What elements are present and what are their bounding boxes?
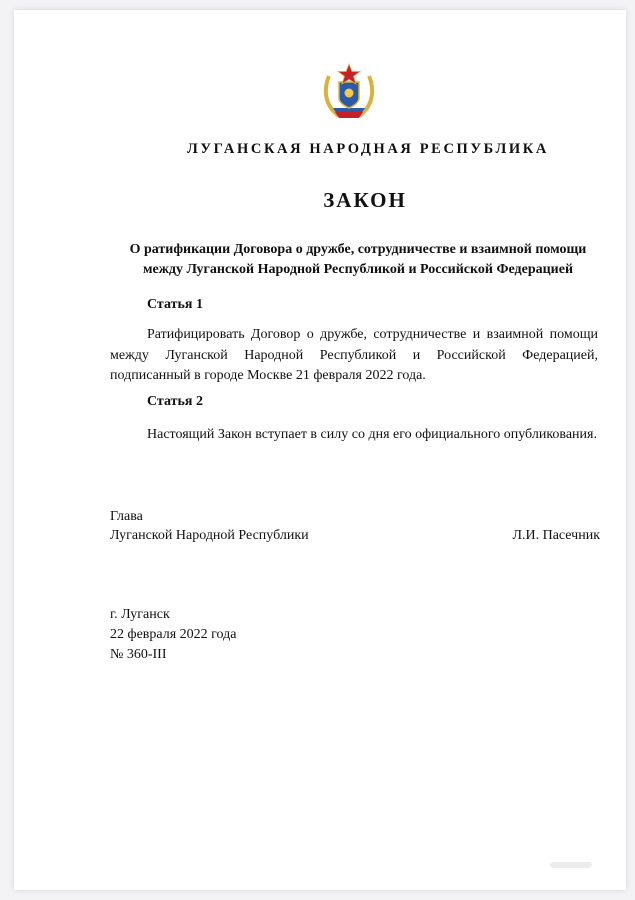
document-type-title: ЗАКОН <box>323 188 407 212</box>
article-2-text: Настоящий Закон вступает в силу со дня его официального опубликования. <box>147 427 597 442</box>
signature-position-line-2: Луганской Народной Республики <box>110 528 309 543</box>
place-date-number <box>110 605 237 665</box>
signer-name: Л.И. Пасечник <box>512 528 600 543</box>
city: г. Луганск <box>110 607 170 622</box>
coat-of-arms-icon <box>319 60 379 124</box>
document-number: № 360-III <box>110 647 167 662</box>
subject-line-2: между Луганской Народной Республикой и Российской Федерацией <box>142 262 574 277</box>
article-1-text: Ратифицировать Договор о дружбе, сотрудничестве и взаимной помощи между Луганской Народной Республикой и Российской Федерацией, подписанный в городе Москве 21 февраля 2022 года. <box>110 327 598 383</box>
signature-position-line-1: Глава <box>110 509 143 524</box>
subject-line-1: О ратификации Договора о дружбе, сотрудничестве и взаимной помощи <box>129 242 587 257</box>
article-1-title: Статья 1 <box>147 297 203 312</box>
signature-position <box>110 507 309 545</box>
date: 22 февраля 2022 года <box>110 627 237 642</box>
scan-smudge <box>550 862 592 868</box>
law-subject <box>108 240 608 280</box>
article-2-title: Статья 2 <box>147 394 203 409</box>
republic-heading: ЛУГАНСКАЯ НАРОДНАЯ РЕСПУБЛИКА <box>187 141 549 157</box>
document-page <box>14 10 626 890</box>
